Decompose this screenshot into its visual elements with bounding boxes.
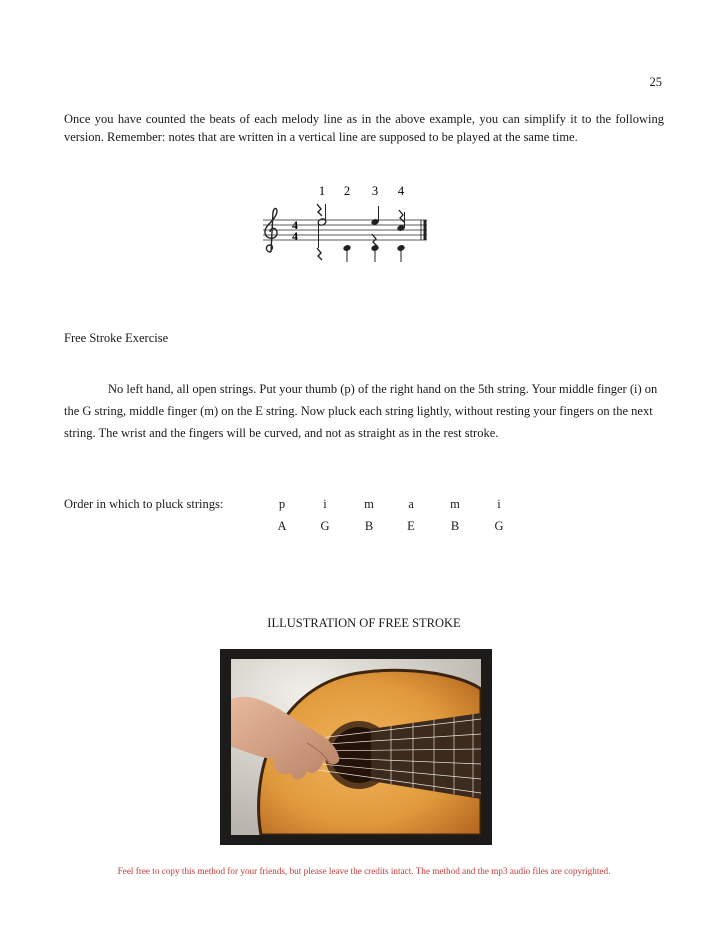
time-signature-bottom: 4 [292, 229, 298, 243]
quarter-rest [317, 248, 322, 260]
intro-paragraph: Once you have counted the beats of each melody line as in the above example, you can simplify it to the following version. Remember: notes that are written in a vertical line are supposed to be played at the same time. [64, 112, 664, 144]
beat-number: 4 [397, 184, 405, 198]
finger-letter: i [323, 497, 327, 511]
quarter-rest [317, 204, 322, 216]
beat-number: 2 [343, 184, 351, 198]
section-title: Free Stroke Exercise [64, 331, 169, 345]
pluck-order-label: Order in which to pluck strings: [64, 497, 224, 511]
finger-letter: m [450, 497, 460, 511]
string-letter: B [364, 519, 374, 533]
copyright-footer: Feel free to copy this method for your friends, but please leave the credits intact. The method and the mp3 audio files are copyrighted. [117, 866, 611, 876]
finger-row [272, 497, 532, 519]
pluck-order-grid [272, 497, 532, 541]
beat-number: 3 [371, 184, 379, 198]
string-letter: B [450, 519, 460, 533]
page-number: 25 [649, 75, 662, 89]
string-row [272, 519, 532, 541]
finger-letter: i [497, 497, 501, 511]
illustration-title: ILLUSTRATION OF FREE STROKE [267, 616, 461, 630]
finger-letter: p [278, 497, 286, 511]
finger-letter: m [364, 497, 374, 511]
guitar-hand-photo [220, 649, 492, 845]
photo-illustration [231, 659, 481, 835]
finger-letter: a [408, 497, 414, 511]
string-letter: G [320, 519, 330, 533]
instructions-paragraph: No left hand, all open strings. Put your thumb (p) of the right hand on the 5th string. Your middle finger (i) on the G string, middle finger (m) on the E string. Now pluck each string lightly, without resting your fingers on the next string. The wrist and the fingers will be curved, and not as straight as in the rest stroke. [64, 382, 658, 440]
time-signature-top: 4 [292, 218, 298, 232]
music-score [255, 182, 445, 262]
string-letter: G [494, 519, 504, 533]
string-letter: A [277, 519, 287, 533]
string-letter: E [407, 519, 415, 533]
beat-number: 1 [318, 184, 326, 198]
